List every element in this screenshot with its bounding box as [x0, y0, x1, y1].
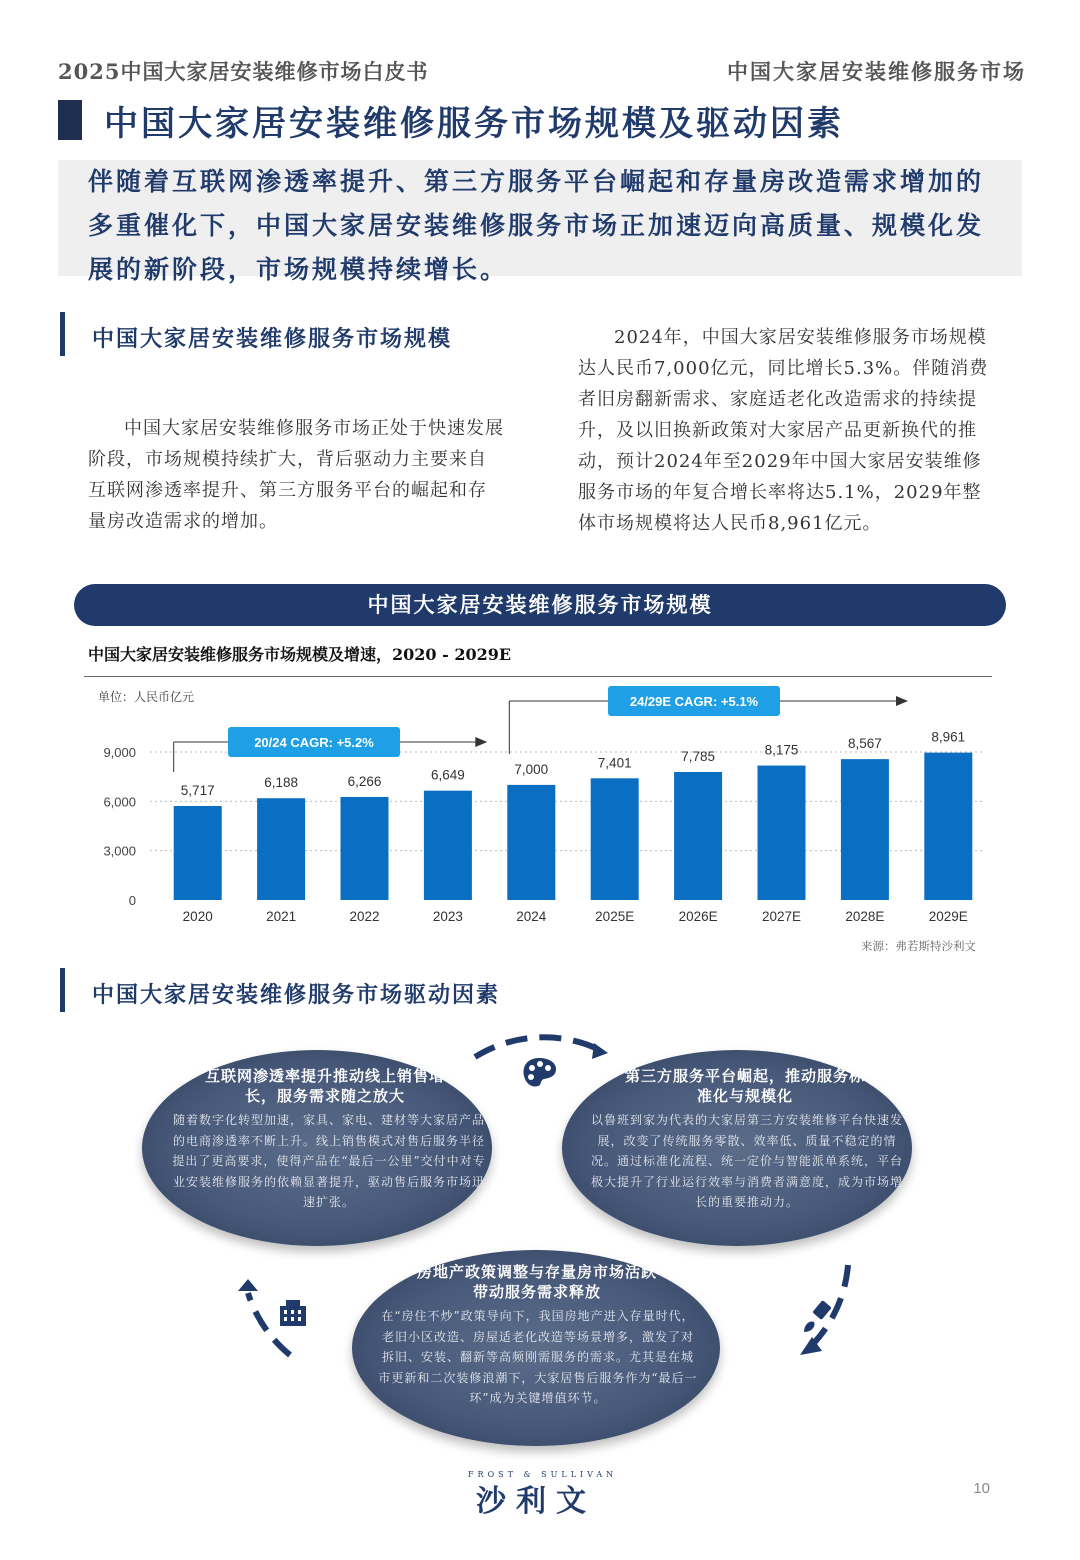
- building-icon: [278, 1298, 308, 1328]
- chart-xtick-label: 2021: [266, 909, 297, 924]
- section-title-market-size: 中国大家居安装维修服务市场规模: [92, 326, 453, 352]
- driver-title-platform: 第三方服务平台崛起，推动服务标准化与规模化: [624, 1067, 865, 1105]
- chart-bar: [424, 791, 472, 900]
- chart-data-label: 5,717: [180, 782, 215, 798]
- chart-xtick-label: 2028E: [845, 909, 885, 924]
- chart-rule: [84, 676, 992, 677]
- market-size-bar-chart: [84, 678, 992, 960]
- chart-xtick-label: 2020: [182, 909, 213, 924]
- cagr-arrowhead: [475, 737, 487, 747]
- chart-bar: [591, 778, 639, 900]
- header-section-title: 中国大家居安装维修服务市场: [727, 59, 1026, 84]
- chart-data-label: 8,175: [764, 742, 799, 758]
- chart-bar: [174, 806, 222, 900]
- chart-xtick-label: 2023: [432, 909, 463, 924]
- driver-body-platform: 以鲁班到家为代表的大家居第三方安装维修平台快速发展，改变了传统服务零散、效率低、质量不稳定的情况。通过标准化流程、统一定价与智能派单系统，平台极大提升了行业运行效率与消费者满意度，成为市场增长的重要推动力。: [590, 1113, 903, 1209]
- section-accent-bar: [60, 968, 65, 1012]
- paint-brush-icon: [800, 1300, 836, 1336]
- paragraph-right: 2024年，中国大家居安装维修服务市场规模达人民币7,000亿元，同比增长5.3%。伴随消费者旧房翻新需求、家庭适老化改造需求的持续提升，及以旧换新政策对大家居产品更新换代的推动，预计2024年至2029年中国大家居安装维修服务市场的年复合增长率将达5.1%，2029年整体市场规模将达人民币8,961亿元。: [578, 327, 989, 534]
- section-title-drivers: 中国大家居安装维修服务市场驱动因素: [92, 982, 501, 1008]
- paragraph-left: 中国大家居安装维修服务市场正处于快速发展阶段，市场规模持续扩大，背后驱动力主要来自互联网渗透率提升、第三方服务平台的崛起和存量房改造需求的增加。: [88, 418, 504, 532]
- chart-ytick-label: 9,000: [103, 745, 136, 760]
- chart-source: 来源：弗若斯特沙利文: [861, 939, 976, 953]
- chart-bar: [924, 753, 972, 900]
- chart-bar: [758, 766, 806, 900]
- chart-xtick-label: 2024: [516, 909, 547, 924]
- driver-body-internet: 随着数字化转型加速，家具、家电、建材等大家居产品的电商渗透率不断上升。线上销售模式对售后服务半径提出了更高要求，使得产品在“最后一公里”交付中对专业安装维修服务的依赖显著提升，驱动售后服务市场迅速扩张。: [172, 1113, 486, 1209]
- chart-xtick-label: 2025E: [595, 909, 635, 924]
- chart-data-label: 6,188: [264, 775, 298, 791]
- highlight-text: 伴随着互联网渗透率提升、第三方服务平台崛起和存量房改造需求增加的多重催化下，中国大家居安装维修服务市场正加速迈向高质量、规模化发展的新阶段，市场规模持续增长。: [88, 167, 985, 284]
- chart-data-label: 7,000: [514, 761, 549, 777]
- chart-xtick-label: 2026E: [678, 909, 718, 924]
- cagr-arrowhead: [896, 696, 908, 706]
- chart-bar: [257, 798, 305, 900]
- header-report-title: 2025中国大家居安装维修市场白皮书: [58, 59, 429, 84]
- logo-main-text: 沙利文: [476, 1484, 596, 1519]
- chart-data-label: 8,961: [931, 729, 966, 745]
- chart-ytick-label: 6,000: [103, 794, 136, 810]
- chart-bar: [841, 759, 889, 900]
- driver-title-internet: 互联网渗透率提升推动线上销售增长，服务需求随之放大: [204, 1067, 445, 1105]
- chart-ytick-label: 3,000: [103, 843, 136, 859]
- chart-xtick-label: 2022: [349, 909, 380, 924]
- chart-xtick-label: 2029E: [928, 909, 968, 924]
- chart-data-label: 6,649: [431, 767, 465, 783]
- chart-data-label: 6,266: [347, 773, 382, 789]
- chart-unit-label: 单位：人民币亿元: [98, 690, 195, 704]
- cagr-badge-label: 20/24 CAGR: +5.2%: [254, 735, 374, 750]
- logo-small-text: FROST & SULLIVAN: [468, 1470, 618, 1479]
- chart-bar: [341, 797, 389, 900]
- chart-data-label: 8,567: [848, 736, 882, 752]
- page-title: 中国大家居安装维修服务市场规模及驱动因素: [104, 104, 844, 144]
- driver-title-realestate: 房地产政策调整与存量房市场活跃带动服务需求释放: [416, 1263, 657, 1301]
- driver-body-realestate: 在“房住不炒”政策导向下，我国房地产进入存量时代，老旧小区改造、房屋适老化改造等场景增多，激发了对拆旧、安装、翻新等高频刚需服务的需求。尤其是在城市更新和二次装修浪潮下，大家居售后服务作为“最后一环”成为关键增值环节。: [378, 1309, 698, 1405]
- chart-data-label: 7,785: [681, 748, 715, 764]
- chart-xtick-label: 2027E: [761, 909, 802, 924]
- chart-ytick-label: 0: [128, 893, 136, 908]
- chart-subtitle: 中国大家居安装维修服务市场规模及增速，2020 - 2029E: [88, 645, 512, 664]
- title-accent-bar: [58, 100, 82, 140]
- chart-bar: [507, 785, 555, 900]
- chart-bar: [674, 772, 722, 900]
- chart-banner: 中国大家居安装维修服务市场规模: [74, 584, 1006, 626]
- palette-icon: [520, 1056, 558, 1090]
- section-accent-bar: [60, 312, 65, 356]
- page-number: 10: [973, 1480, 990, 1497]
- chart-data-label: 7,401: [597, 755, 632, 771]
- cagr-badge-label: 24/29E CAGR: +5.1%: [629, 694, 759, 709]
